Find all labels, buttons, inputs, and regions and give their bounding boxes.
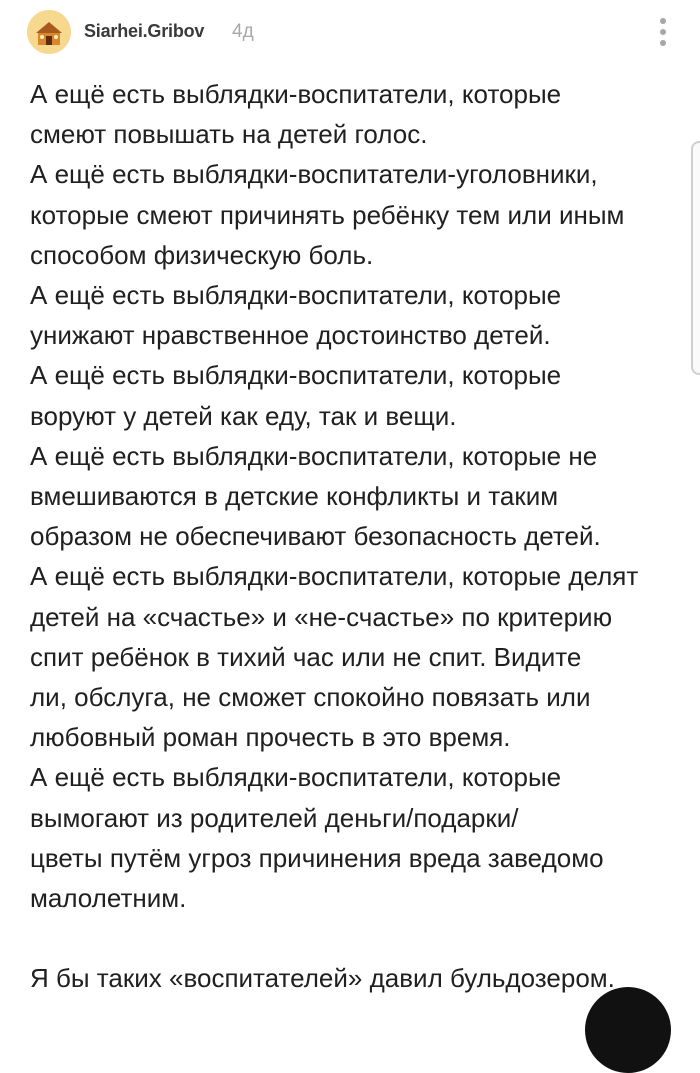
comment-line: которые смеют причинять ребёнку тем или иным [30, 199, 625, 230]
more-vert-icon[interactable] [652, 16, 674, 48]
menu-dot [660, 40, 666, 46]
author-name[interactable]: Siarhei.Gribov [84, 21, 205, 41]
comment-header [0, 0, 700, 66]
comment-line: А ещё есть выблядки-воспитатели, которые [30, 280, 562, 311]
comment-line: малолетним. [30, 883, 187, 914]
paragraph-gap [30, 918, 676, 958]
avatar-image [27, 10, 71, 54]
comment-line: детей на «счастье» и «не-счастье» по критерию [30, 601, 613, 632]
comment-line: образом не обеспечивают безопасность детей. [30, 521, 601, 552]
comment-line: любовный роман прочесть в это время. [30, 722, 511, 753]
comment-line: спит ребёнок в тихий час или не спит. Видите [30, 641, 582, 672]
menu-dot [660, 18, 666, 24]
comment-line: способом физическую боль. [30, 239, 374, 270]
floating-action-button[interactable] [585, 987, 671, 1073]
comment-line: А ещё есть выблядки-воспитатели, которые не [30, 440, 598, 471]
comment-line: цветы путём угроз причинения вреда заведомо [30, 842, 604, 873]
comment-line: унижают нравственное достоинство детей. [30, 320, 551, 351]
comment-line: вымогают из родителей деньги/подарки/ [30, 802, 519, 833]
comment-line: смеют повышать на детей голос. [30, 119, 428, 150]
avatar[interactable] [27, 10, 71, 54]
comment-line: Я бы таких «воспитателей» давил бульдозером. [30, 963, 615, 994]
comment-body [30, 74, 676, 999]
comment-line: А ещё есть выблядки-воспитатели, которые [30, 762, 562, 793]
menu-dot [660, 29, 666, 35]
comment-line: А ещё есть выблядки-воспитатели-уголовники, [30, 159, 598, 190]
comment-line: А ещё есть выблядки-воспитатели, которые делят [30, 561, 639, 592]
comment-line: А ещё есть выблядки-воспитатели, которые [30, 360, 562, 391]
comment-line: воруют у детей как еду, так и вещи. [30, 400, 457, 431]
comment-time: 4д [232, 21, 254, 42]
comment-line: ли, обслуга, не сможет спокойно повязать или [30, 682, 591, 713]
scroll-indicator[interactable] [691, 141, 700, 375]
comment-line: вмешиваются в детские конфликты и таким [30, 481, 559, 512]
comment-line: А ещё есть выблядки-воспитатели, которые [30, 79, 562, 109]
